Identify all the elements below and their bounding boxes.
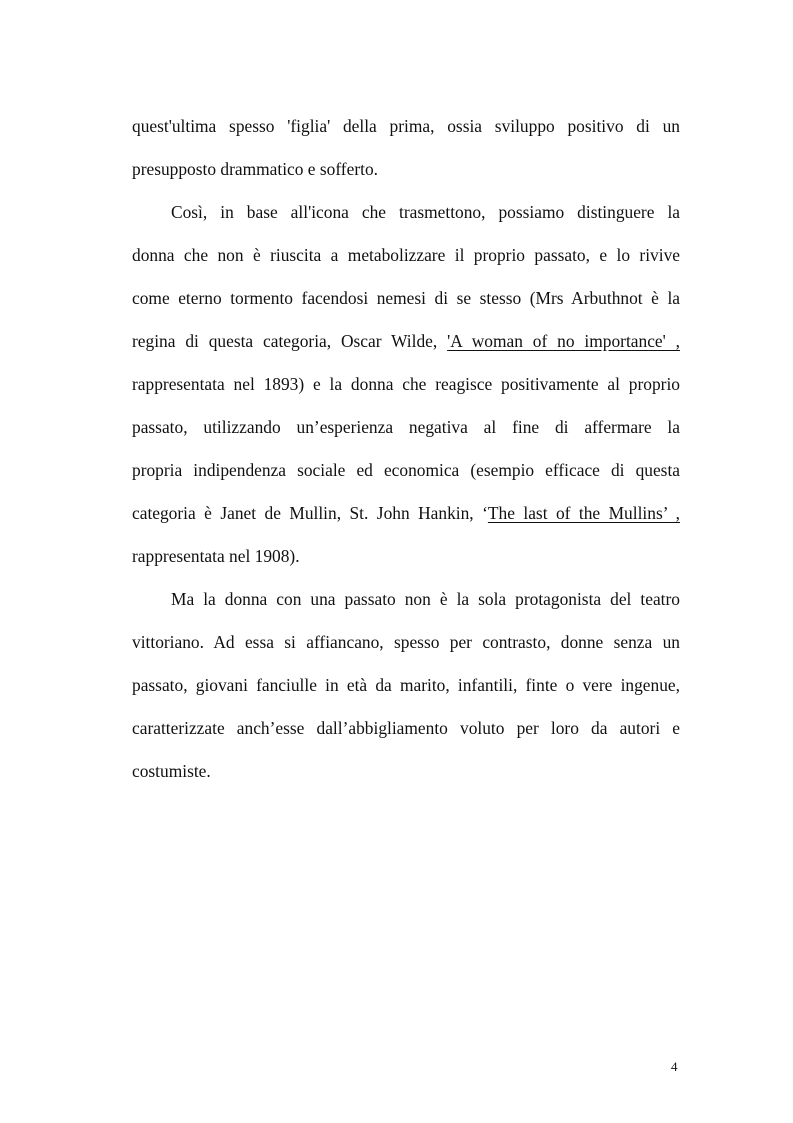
text-line (132, 329, 680, 353)
work-title: 'A woman of no importance' , (447, 331, 680, 351)
text-line: propria indipendenza sociale ed economica (esempio efficace di questa (132, 460, 680, 480)
text-segment: categoria è Janet de Mullin, St. John Hankin, ‘ (132, 503, 488, 523)
text-line: rappresentata nel 1908). (132, 546, 300, 566)
text-line (132, 501, 680, 525)
page-number: 4 (671, 1059, 678, 1074)
text-line: presupposto drammatico e sofferto. (132, 159, 378, 179)
text-line: caratterizzate anch’esse dall’abbigliamento voluto per loro da autori e (132, 718, 680, 738)
text-line: costumiste. (132, 761, 211, 781)
text-segment: regina di questa categoria, Oscar Wilde, (132, 331, 448, 351)
paragraph-first-line: Così, in base all'icona che trasmettono, possiamo distinguere la (171, 202, 680, 222)
text-line: quest'ultima spesso 'figlia' della prima, ossia sviluppo positivo di un (132, 116, 680, 136)
text-line: rappresentata nel 1893) e la donna che reagisce positivamente al proprio (132, 374, 680, 394)
text-line: passato, utilizzando un’esperienza negativa al fine di affermare la (132, 417, 680, 437)
paragraph-first-line: Ma la donna con una passato non è la sola protagonista del teatro (171, 589, 680, 609)
text-line: passato, giovani fanciulle in età da marito, infantili, finte o vere ingenue, (132, 675, 680, 695)
work-title: The last of the Mullins’ , (487, 503, 680, 523)
text-line: donna che non è riuscita a metabolizzare il proprio passato, e lo rivive (132, 245, 680, 265)
text-line: vittoriano. Ad essa si affiancano, spesso per contrasto, donne senza un (132, 632, 680, 652)
text-line: come eterno tormento facendosi nemesi di se stesso (Mrs Arbuthnot è la (132, 288, 680, 308)
